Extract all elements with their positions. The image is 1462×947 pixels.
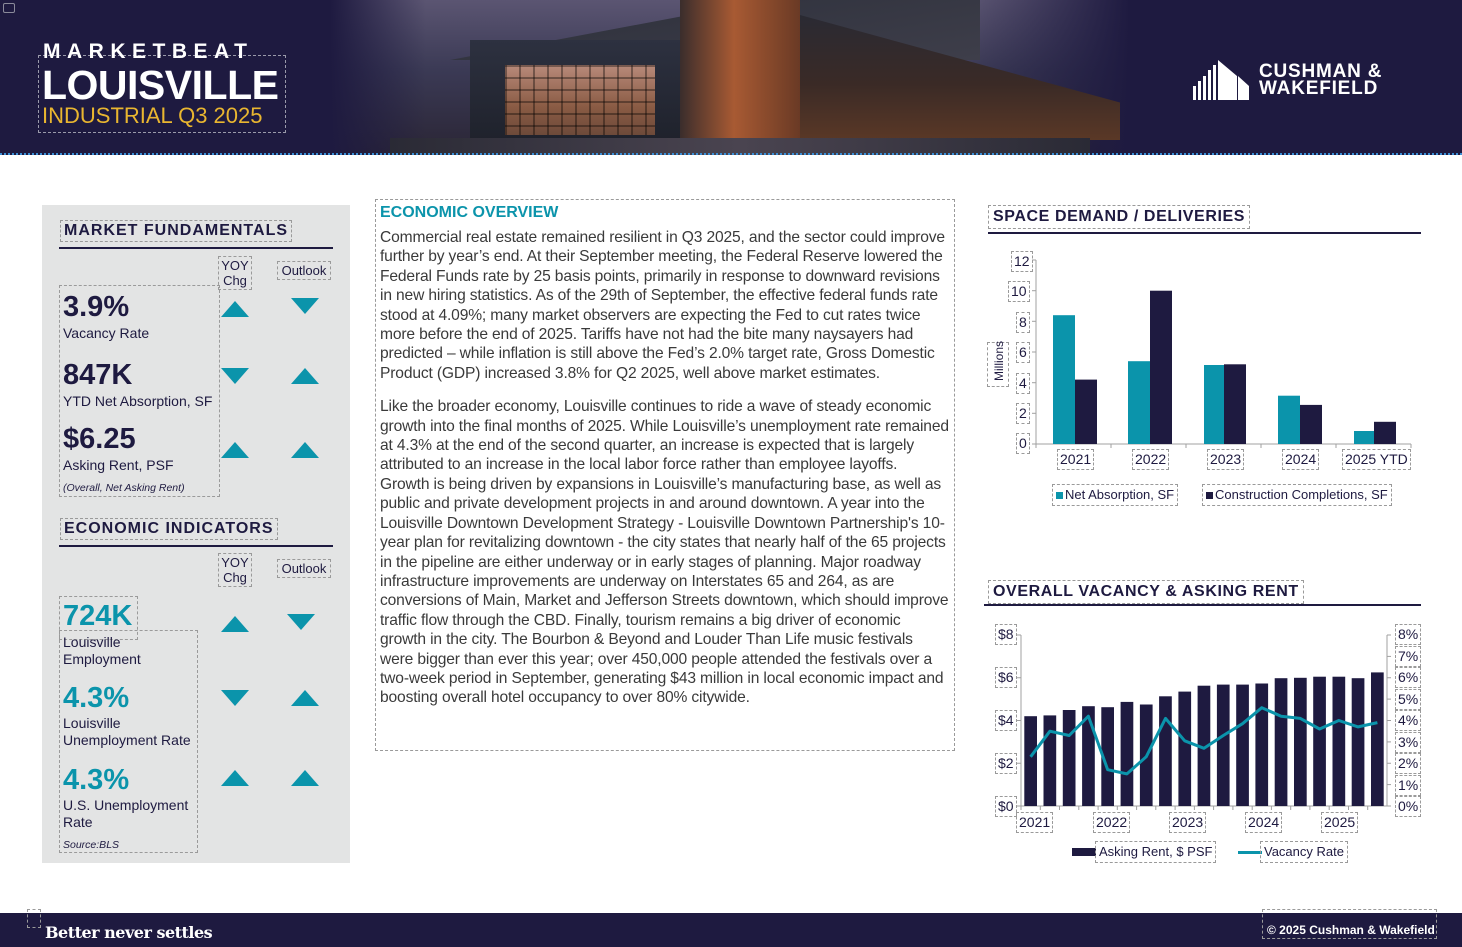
chart-rule [988, 232, 1421, 234]
industrial-building-photo [330, 0, 1130, 155]
y-tick-right: 3% [1395, 732, 1421, 753]
copyright: © 2025 Cushman & Wakefield [1262, 909, 1437, 939]
rent-bar [1352, 678, 1365, 806]
overview-paragraph-2: Like the broader economy, Louisville continues to ride a wave of steady economic growth into the final months of 2025. While Louisville’s unemployment rate remained at 4.3% at the end of the second quarter, an increase is expected that is largely attributed to an increase in the local labor force rather than employee layoffs. Growth is being driven by expansions in Louisville’s manufacturing base, as well as public and private development projects in and around downtown. A year into the Louisville Downtown Development Strategy - Louisville Downtown Partnership's 10-year plan for revitalizing downtown - the city states that nearly half of the 65 projects in the pipeline are either underway or in early stages of planning. Major roadway infrastructure improvements are underway on Interstates 65 and 264, as are conversions of Main, Market and Jefferson Streets downtown, which should improve traffic flow through the CBD. Finally, tourism remains a big driver of economic growth in the city. The Bourbon & Beyond and Louder Than Life music festivals were bigger than ever this year; over 450,000 people attended the festivals over a two-week period in September, generating $43 million in local economic impact and boosting overall hotel occupancy to over 80% citywide. [380, 398, 949, 707]
economic-overview [375, 199, 955, 751]
market-fundamentals-title: MARKET FUNDAMENTALS [60, 220, 292, 242]
y-axis-label-frame [987, 342, 1009, 387]
yoy-line1: YOY [221, 258, 249, 273]
rent-bar [1255, 684, 1268, 807]
y-tick: 4 [1016, 373, 1030, 394]
bar-completions-2025 [1374, 422, 1396, 444]
y-tick: 10 [1008, 281, 1030, 302]
y-tick-right: 1% [1395, 775, 1421, 796]
legend-swatch-bar [1072, 848, 1096, 856]
local-unemployment-label [63, 715, 191, 749]
brand-tagline: Better never settles [45, 923, 213, 942]
y-tick-right: 0% [1395, 796, 1421, 817]
y-tick-right: 5% [1395, 689, 1421, 710]
yoy-chg-header [218, 553, 252, 587]
y-tick-left: $0 [995, 796, 1017, 817]
overview-paragraph-1: Commercial real estate remained resilient in Q3 2025, and the sector could improve further by year’s end. At their September meeting, the Federal Reserve lowered the Federal Funds rate by 25 basis points, primarily in response to downward revisions in new hiring statistics. As of the 29th of September, the effective federal funds rate stood at 4.09%; many market observers are expecting the Fed to cut rates twice more before the end of 2025. Tariffs have not had the bite many naysayers had predicted – while inflation is still above the Fed’s 2.0% target rate, Gross Domestic Product (GDP) increased 3.8% for Q2 2025, well above market estimates. [380, 229, 945, 382]
asking-rent-value: $6.25 [63, 423, 136, 455]
photo-corner-lit [680, 0, 800, 145]
y-tick: 0 [1016, 433, 1030, 454]
vacancy-rent-title: OVERALL VACANCY & ASKING RENT [988, 580, 1304, 604]
rent-yoy-up-icon [221, 442, 249, 458]
vacancy-yoy-up-icon [221, 301, 249, 317]
rent-bar [1044, 715, 1057, 806]
yoy-chg-header [218, 256, 252, 290]
y-axis-label: Millions [992, 340, 1006, 381]
report-series: MARKETBEAT [43, 40, 254, 63]
rent-bar [1236, 685, 1249, 806]
x-tick: 2021 [1057, 449, 1094, 470]
absorption-yoy-down-icon [221, 368, 249, 384]
y-tick-left: $8 [995, 624, 1017, 645]
employment-label [63, 634, 141, 668]
rent-bar [1159, 696, 1172, 806]
y-tick: 12 [1011, 251, 1033, 272]
bar-net-absorption-2025 [1354, 431, 1374, 444]
legend-label: Construction Completions, SF [1215, 487, 1388, 502]
y-tick-right: 8% [1395, 624, 1421, 645]
asking-rent-label: Asking Rent, PSF [63, 457, 174, 473]
rent-outlook-up-icon [291, 442, 319, 458]
label-line: Unemployment Rate [63, 732, 191, 748]
y-tick-left: $6 [995, 667, 1017, 688]
label-line: U.S. Unemployment [63, 797, 189, 813]
footer-placeholder-frame [27, 909, 41, 928]
label-line: Louisville [63, 634, 121, 650]
x-tick: 2023 [1207, 449, 1244, 470]
y-tick-right: 2% [1395, 753, 1421, 774]
report-subtitle: INDUSTRIAL Q3 2025 [42, 103, 263, 128]
label-line: Rate [63, 814, 93, 830]
bar-net-absorption-2023 [1204, 365, 1224, 444]
photo-glass-wall [505, 65, 655, 135]
header-divider [0, 153, 1462, 155]
employment-value: 724K [63, 600, 133, 632]
local-unemp-yoy-down-icon [221, 690, 249, 706]
y-tick-right: 7% [1395, 646, 1421, 667]
us-unemployment-label [63, 797, 188, 831]
x-tick: 2021 [1016, 812, 1053, 833]
market-city: LOUISVILLE [42, 62, 279, 108]
yoy-line1: YOY [221, 555, 249, 570]
legend-asking-rent: Asking Rent, $ PSF [1095, 841, 1216, 863]
local-unemployment-value: 4.3% [63, 682, 130, 714]
rent-bar [1333, 677, 1346, 806]
legend-label: Net Absorption, SF [1065, 487, 1175, 502]
bar-net-absorption-2021 [1053, 315, 1075, 444]
net-absorption-value: 847K [63, 359, 133, 391]
x-tick: 2022 [1093, 812, 1130, 833]
bar-completions-2021 [1075, 380, 1097, 444]
source-note: Source:BLS [63, 839, 120, 851]
x-tick: 2025 [1321, 812, 1358, 833]
absorption-outlook-up-icon [291, 368, 319, 384]
x-tick: 2024 [1282, 449, 1319, 470]
vacancy-outlook-down-icon [291, 298, 319, 314]
y-tick: 8 [1016, 312, 1030, 333]
economic-indicators-title: ECONOMIC INDICATORS [60, 518, 278, 540]
bar-completions-2023 [1224, 364, 1246, 444]
label-line: Employment [63, 651, 141, 667]
rent-bar [1217, 685, 1230, 806]
cw-logo-text [1259, 63, 1382, 97]
yoy-line2: Chg [223, 273, 247, 288]
x-tick: 2025 YTD [1342, 449, 1411, 470]
vacancy-rate-label: Vacancy Rate [63, 325, 150, 341]
bar-net-absorption-2022 [1128, 361, 1150, 444]
x-tick: 2022 [1132, 449, 1169, 470]
rent-bar [1063, 710, 1076, 806]
us-unemp-yoy-up-icon [221, 770, 249, 786]
brand-line-2: WAKEFIELD [1259, 78, 1379, 99]
label-line: Louisville [63, 715, 121, 731]
rent-note: (Overall, Net Asking Rent) [63, 482, 185, 494]
economic-overview-title: ECONOMIC OVERVIEW [380, 204, 559, 221]
bar-completions-2024 [1300, 405, 1322, 444]
y-tick-right: 6% [1395, 667, 1421, 688]
us-unemp-outlook-up-icon [291, 770, 319, 786]
rent-bar [1275, 678, 1288, 806]
y-tick: 6 [1016, 342, 1030, 363]
y-tick-left: $4 [995, 710, 1017, 731]
vacancy-rate-value: 3.9% [63, 291, 130, 323]
rent-bar [1024, 716, 1037, 806]
bar-completions-2022 [1150, 291, 1172, 444]
legend-swatch-navy [1206, 492, 1213, 499]
space-demand-chart [1036, 260, 1436, 450]
rent-bar [1371, 672, 1384, 806]
cw-logo-icon [1193, 58, 1251, 100]
header-banner [0, 0, 1462, 155]
legend-swatch-line [1238, 851, 1262, 854]
employment-outlook-down-icon [287, 614, 315, 630]
space-demand-title: SPACE DEMAND / DELIVERIES [988, 205, 1250, 229]
rent-bar [1121, 702, 1134, 806]
legend-construction-completions [1202, 484, 1392, 506]
rent-bar [1313, 677, 1326, 806]
local-unemp-outlook-up-icon [291, 690, 319, 706]
yoy-line2: Chg [223, 570, 247, 585]
outlook-header: Outlook [277, 261, 331, 280]
footer [0, 913, 1462, 947]
us-unemployment-value: 4.3% [63, 764, 130, 796]
bar-net-absorption-2024 [1278, 396, 1300, 444]
x-tick: 2024 [1245, 812, 1282, 833]
legend-vacancy-rate: Vacancy Rate [1260, 841, 1348, 863]
employment-yoy-up-icon [221, 616, 249, 632]
chart-rule [984, 604, 1421, 606]
image-placeholder-icon [3, 3, 15, 13]
legend-net-absorption [1052, 484, 1178, 506]
net-absorption-label: YTD Net Absorption, SF [63, 393, 213, 409]
section-rule [59, 247, 333, 249]
rent-bar [1294, 678, 1307, 806]
rent-bar [1178, 692, 1191, 806]
y-tick-right: 4% [1395, 710, 1421, 731]
cushman-wakefield-logo [1193, 58, 1398, 104]
x-tick: 2023 [1169, 812, 1206, 833]
vacancy-rent-chart [1021, 635, 1391, 815]
brand-line-1: CUSHMAN & [1259, 61, 1383, 82]
section-rule [59, 545, 333, 547]
y-tick: 2 [1016, 403, 1030, 424]
legend-swatch-teal [1056, 492, 1063, 499]
y-tick-left: $2 [995, 753, 1017, 774]
outlook-header: Outlook [277, 559, 331, 578]
